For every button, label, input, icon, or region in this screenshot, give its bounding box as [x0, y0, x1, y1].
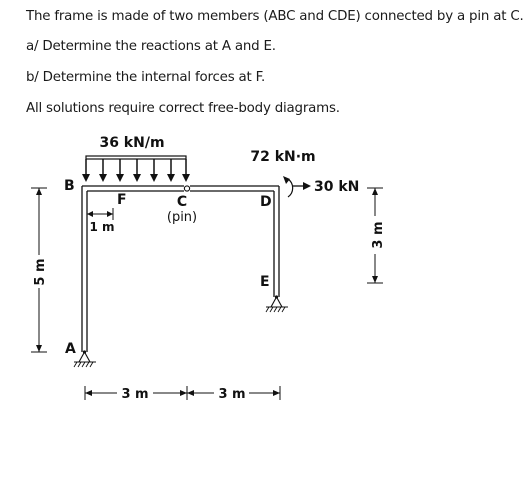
- point-e-label: E: [260, 274, 270, 290]
- problem-part-a: a/ Determine the reactions at A and E.: [26, 39, 276, 54]
- point-b-label: B: [64, 178, 75, 194]
- pin-c: [184, 186, 189, 191]
- point-d-label: D: [260, 194, 272, 210]
- problem-note: All solutions require correct free-body diagrams.: [26, 101, 340, 116]
- dimension-span-2-label: 3 m: [218, 387, 246, 402]
- dimension-span-1-label: 3 m: [121, 387, 149, 402]
- point-force-arrow: [293, 182, 311, 190]
- moment-arrow: [283, 176, 293, 197]
- moment-label: 72 kN·m: [250, 149, 316, 165]
- problem-statement: The frame is made of two members (ABC and CDE) connected by a pin at C.: [26, 9, 524, 24]
- point-a-label: A: [65, 341, 76, 357]
- point-f-label: F: [117, 192, 127, 208]
- problem-part-b: b/ Determine the internal forces at F.: [26, 70, 266, 85]
- distributed-load-label: 36 kN/m: [99, 135, 165, 151]
- dimension-spans: [85, 386, 280, 400]
- pin-label: (pin): [166, 210, 198, 225]
- pin-support-e: [266, 295, 288, 312]
- dimension-f-label: 1 m: [89, 220, 115, 234]
- point-c-label: C: [176, 194, 188, 210]
- dimension-left-height-label: 5 m: [33, 258, 48, 286]
- pin-support-a: [74, 350, 96, 367]
- dimension-right-height-label: 3 m: [371, 221, 386, 249]
- point-force-label: 30 kN: [314, 179, 360, 195]
- dimension-f: [87, 208, 113, 220]
- distributed-load: [82, 156, 190, 182]
